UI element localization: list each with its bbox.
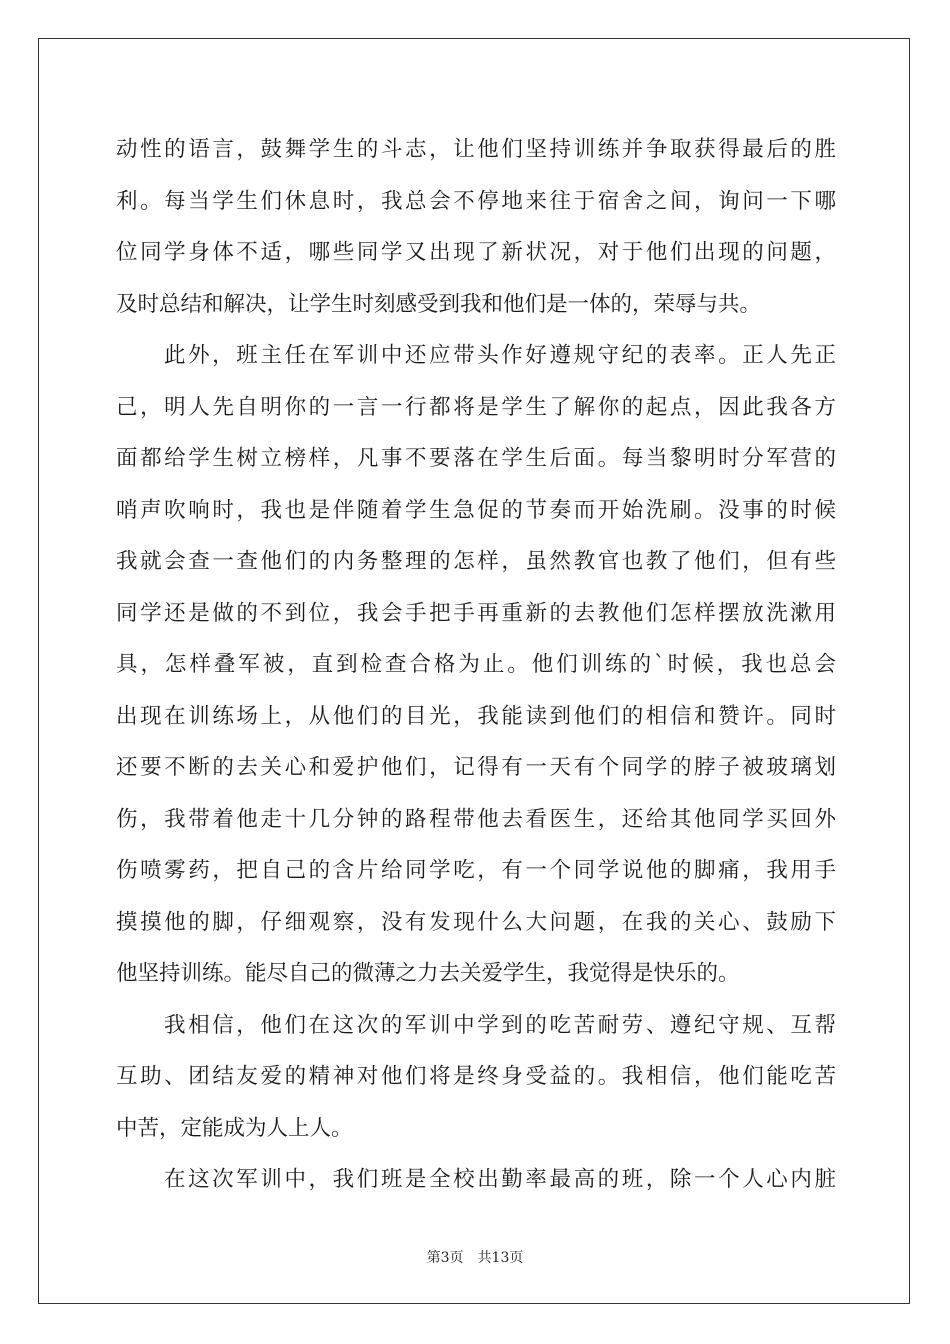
paragraph	[116, 1154, 836, 1206]
text-line: 动性的语言，鼓舞学生的斗志，让他们坚持训练并争取获得最后的胜	[116, 137, 836, 162]
text-line: 我就会查一查他们的内务整理的怎样，虽然教官也教了他们，但有些	[116, 549, 836, 574]
text-line: 及时总结和解决，让学生时刻感受到我和他们是一体的，荣辱与共。	[116, 291, 762, 317]
text-line: 此外，班主任在军训中还应带头作好遵规守纪的表率。正人先正	[164, 343, 836, 368]
text-line: 哨声吹响时，我也是伴随着学生急促的节奏而开始洗刷。没事的时候	[116, 497, 836, 523]
paragraph	[116, 124, 836, 330]
text-line: 摸摸他的脚，仔细观察，没有发现什么大问题，在我的关心、鼓励下	[116, 909, 836, 935]
current-page-number: 第3页	[426, 1250, 464, 1266]
text-line: 利。每当学生们休息时，我总会不停地来往于宿舍之间，询问一下哪	[116, 188, 836, 214]
paragraph	[116, 330, 836, 1000]
text-line: 面都给学生树立榜样，凡事不要落在学生后面。每当黎明时分军营的	[116, 446, 836, 471]
text-line: 我相信，他们在这次的军训中学到的吃苦耐劳、遵纪守规、互帮	[164, 1012, 836, 1038]
text-line: 伤喷雾药，把自己的含片给同学吃，有一个同学说他的脚痛，我用手	[116, 858, 836, 883]
text-line: 还要不断的去关心和爱护他们，记得有一天有个同学的脖子被玻璃划	[116, 755, 836, 780]
text-line: 互助、团结友爱的精神对他们将是终身受益的。我相信，他们能吃苦	[116, 1064, 836, 1089]
page-footer	[0, 1247, 950, 1267]
text-line: 同学还是做的不到位，我会手把手再重新的去教他们怎样摆放洗漱用	[116, 600, 836, 626]
text-line: 伤，我带着他走十几分钟的路程带他去看医生，还给其他同学买回外	[116, 806, 836, 832]
total-page-count: 共13页	[477, 1250, 524, 1266]
text-line: 中苦，定能成为人上人。	[116, 1115, 353, 1141]
text-line: 具，怎样叠军被，直到检查合格为止。他们训练的`时候，我也总会	[116, 652, 836, 677]
text-line: 他坚持训练。能尽自己的微薄之力去关爱学生，我觉得是快乐的。	[116, 961, 740, 986]
text-line: 己，明人先自明你的一言一行都将是学生了解你的起点，因此我各方	[116, 394, 836, 420]
text-line: 位同学身体不适，哪些同学又出现了新状况，对于他们出现的问题，	[116, 240, 836, 265]
paragraph	[116, 1000, 836, 1155]
document-body	[116, 124, 836, 1206]
text-line: 在这次军训中，我们班是全校出勤率最高的班，除一个人心内脏	[164, 1167, 836, 1192]
text-line: 出现在训练场上，从他们的目光，我能读到他们的相信和赞许。同时	[116, 703, 836, 729]
